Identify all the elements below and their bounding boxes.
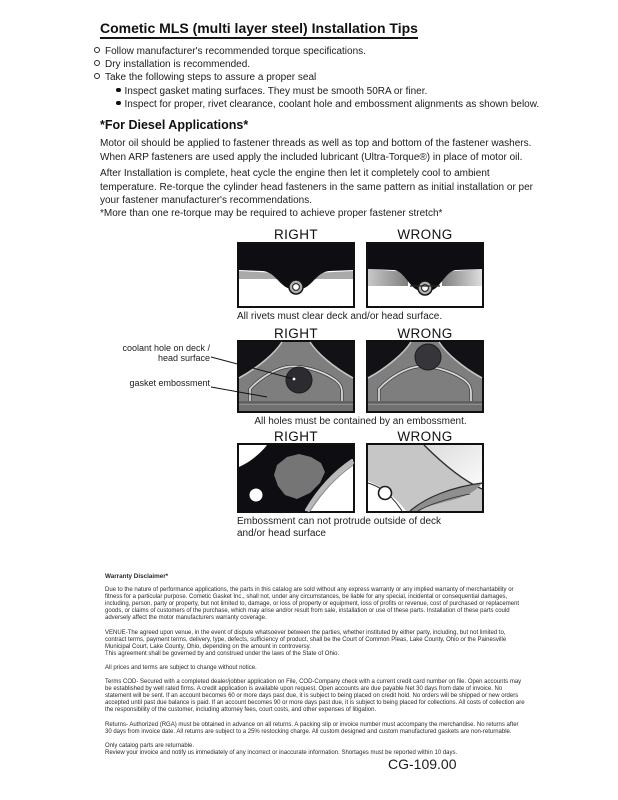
open-bullet-icon xyxy=(94,73,100,79)
right-label-row2: RIGHT xyxy=(274,326,318,341)
filled-bullet-icon xyxy=(116,101,121,106)
right-label-row3: RIGHT xyxy=(274,429,318,444)
warranty-paragraph: All prices and terms are subject to change without notice. xyxy=(105,664,257,671)
warranty-paragraph: Terms COD- Secured with a completed dealer/jobber application on File, COD-Company check with a current credit card number on file. Open accounts may be established by well rated firms. A credit application is available upon request. Open accounts are due payable Net 30 days from date of invoice. No statement will be sent. If an account becomes 60 or more days past due, it is subject to being placed on credit hold. No orders will be shipped or new orders accepted until past due balance is paid. If an account becomes 90 or more days past due, it is subject to being placed for collections. All costs of collection are the responsibility of the customer, including attorney fees, court costs, and other expenses of litigation. xyxy=(105,679,525,714)
gasket-embossment-annotation: gasket embossment xyxy=(129,378,210,388)
warranty-line: VENUE-The agreed upon venue, in the event of dispute whatsoever between the parties, whether instituted by either party, including, but not limited to, contract terms, payment terms, delivery, type, defects, sufficiency of product, shall be the Court of Common Pleas, Lake County, Ohio or the Painesville Municipal Court, Lake County, Ohio, depending on the amount in controversy. xyxy=(105,629,507,650)
warranty-heading: Warranty Disclaimer* xyxy=(105,573,169,580)
tip-item xyxy=(94,45,544,58)
sub-tip-text: Inspect gasket mating surfaces. They must be smooth 50RA or finer. xyxy=(124,85,428,97)
installation-tips-list xyxy=(94,45,544,111)
tip-text: Take the following steps to assure a proper seal xyxy=(105,72,317,84)
page-code: CG-109.00 xyxy=(388,756,457,772)
tip-text: Follow manufacturer's recommended torque specifications. xyxy=(105,46,366,57)
diesel-paragraph-2: After Installation is complete, heat cycle the engine then let it completely cool to ambient temperature. Re-torque the cylinder head fasteners in the same pattern as initial installation or per your fastener manufacturer's recommendations. xyxy=(100,168,534,206)
embossment-protrusion-wrong-diagram xyxy=(366,443,484,513)
diesel-paragraph-1: Motor oil should be applied to fastener threads as well as top and bottom of the fastener washers. When ARP fasteners are used apply the included lubricant (Ultra-Torque®) in place of motor oil. xyxy=(100,138,532,163)
diesel-applications-heading: *For Diesel Applications* xyxy=(100,118,249,132)
rivet-clearance-wrong-diagram xyxy=(366,242,484,308)
filled-bullet-icon xyxy=(116,88,121,93)
warranty-line: Review your invoice and notify us immediately of any incorrect or inaccurate information. Shortages must be reported within 10 days. xyxy=(105,749,458,756)
warranty-line: Only catalog parts are returnable. xyxy=(105,742,195,749)
coolant-hole-annotation: coolant hole on deck / head surface xyxy=(122,343,210,363)
open-bullet-icon xyxy=(94,60,100,66)
retorque-note: *More than one re-torque may be required to achieve proper fastener stretch* xyxy=(100,208,443,219)
sub-tip-text: Inspect for proper, rivet clearance, coolant hole and embossment alignments as shown below. xyxy=(124,98,540,110)
tip-item xyxy=(94,58,544,71)
page-title: Cometic MLS (multi layer steel) Installation Tips xyxy=(100,20,418,39)
warranty-paragraph xyxy=(105,630,525,658)
warranty-paragraph xyxy=(105,743,525,757)
wrong-label-row2: WRONG xyxy=(397,326,453,341)
wrong-label-row3: WRONG xyxy=(397,429,453,444)
warranty-disclaimer-section xyxy=(105,573,525,764)
embossment-protrusion-right-diagram xyxy=(237,443,355,513)
warranty-paragraph: Due to the nature of performance applications, the parts in this catalog are sold without any express warranty or any implied warranty of merchantability or fitness for a particular purpose. Cometic Gasket Inc., shall not, under any circumstances, be liable for any special, incidental or consequential damages, including, person, party or property, but not limited to, damage, or loss of property or equipment, loss of profits or revenue, cost of purchased or replacement goods, or claims of customers of the purchase, which may arise and/or result from sale, installation or use of these parts. Installation of these parts could adversely affect the motor manufacturers warranty coverage. xyxy=(105,587,520,622)
sub-tip-item xyxy=(94,85,544,98)
tip-item xyxy=(94,71,544,84)
sub-tip-item xyxy=(94,98,544,111)
hole-embossment-right-diagram xyxy=(237,340,355,413)
tip-text: Dry installation is recommended. xyxy=(105,59,251,71)
hole-embossment-wrong-diagram xyxy=(366,340,484,413)
rivet-clearance-right-diagram xyxy=(237,242,355,308)
right-label-row1: RIGHT xyxy=(274,227,318,242)
open-bullet-icon xyxy=(94,47,100,53)
rivet-caption: All rivets must clear deck and/or head surface. xyxy=(237,311,443,322)
wrong-label-row1: WRONG xyxy=(397,227,453,242)
warranty-line: This agreement shall be governed by and construed under the laws of the State of Ohio. xyxy=(105,650,340,657)
holes-caption: All holes must be contained by an embossment. xyxy=(254,416,467,427)
warranty-paragraph: Returns- Authorized (RGA) must be obtained in advance on all returns. A packing slip or invoice number must accompany the merchandise. No returns after 30 days from invoice date. All returns are subject to a 25% restocking charge. All custom designed and custom manufactured gaskets are non-returnable. xyxy=(105,721,519,735)
embossment-caption: Embossment can not protrude outside of deck and/or head surface xyxy=(237,516,442,539)
